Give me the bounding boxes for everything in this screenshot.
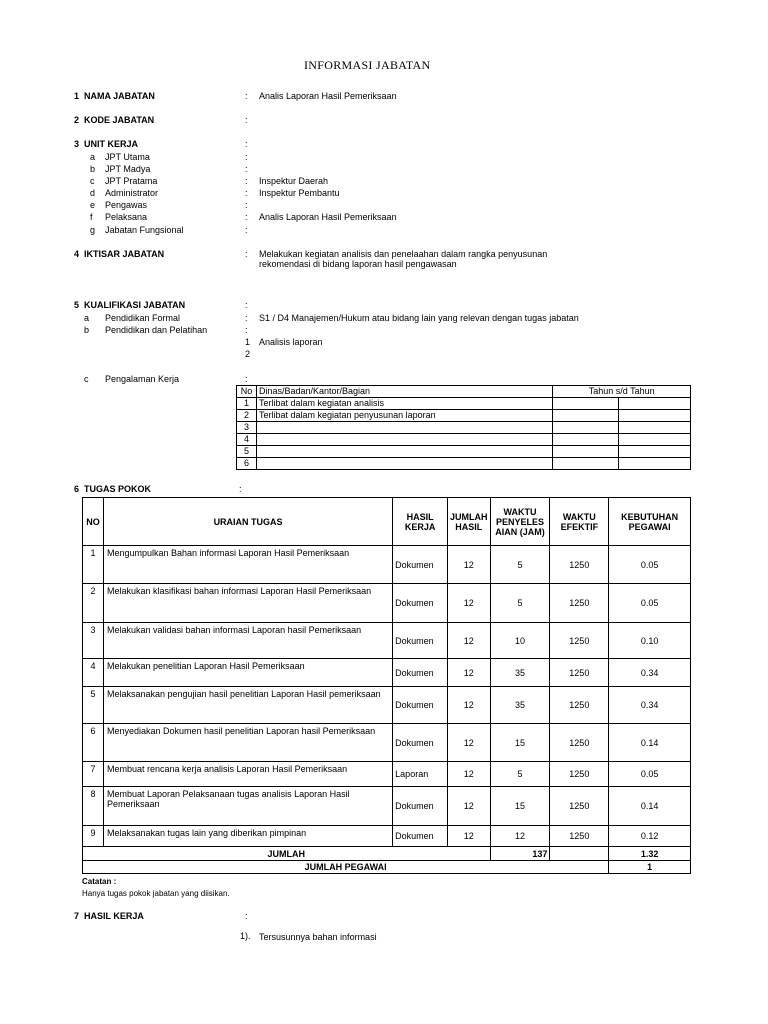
jumlah-label: JUMLAH: [83, 847, 491, 861]
unit-label: Administrator: [105, 188, 159, 198]
header-uraian: URAIAN TUGAS: [103, 498, 392, 546]
row-efektif: 1250: [550, 659, 609, 687]
row-waktu: 35: [490, 687, 550, 724]
row-kebutuhan: 0.14: [609, 787, 691, 826]
unit-label: JPT Pratama: [105, 176, 158, 186]
row-uraian: Membuat Laporan Pelaksanaan tugas analisis Laporan Hasil Pemeriksaan: [103, 787, 392, 826]
row-text: Terlibat dalam kegiatan penyusunan laporan: [256, 410, 552, 422]
diklat-number: 1: [245, 337, 251, 347]
row-waktu: 10: [490, 623, 550, 659]
row-no: 3: [83, 623, 104, 659]
row-no: 6: [237, 458, 257, 470]
row-efektif: 1250: [550, 687, 609, 724]
unit-letter: d: [90, 188, 96, 198]
row-jumlah: 12: [448, 623, 491, 659]
table-row: [83, 687, 691, 724]
unit-label: JPT Utama: [105, 152, 150, 162]
colon: :: [239, 484, 242, 494]
kualifikasi-letter: a: [84, 313, 90, 323]
pengalaman-label: Pengalaman Kerja: [105, 374, 180, 384]
row-kebutuhan: 0.10: [609, 623, 691, 659]
row-hasil: Dokumen: [393, 724, 448, 762]
row-kebutuhan: 0.05: [609, 546, 691, 584]
tugas-pokok-table: [82, 497, 691, 874]
header-no: NO: [83, 498, 104, 546]
table-row: [237, 422, 691, 434]
row-no: 1: [237, 398, 257, 410]
diklat-label: Pendidikan dan Pelatihan: [105, 325, 208, 335]
kualifikasi-letter: c: [84, 374, 89, 384]
table-row: [237, 434, 691, 446]
jumlah-pegawai-value: 1: [609, 861, 691, 874]
row-no: 6: [83, 724, 104, 762]
experience-table: [236, 385, 691, 470]
header-tahun: Tahun s/d Tahun: [553, 386, 691, 398]
row-no: 4: [237, 434, 257, 446]
section-4-label: IKTISAR JABATAN: [84, 249, 165, 259]
unit-label: Pelaksana: [105, 212, 148, 222]
row-no: 2: [83, 584, 104, 623]
table-row: [83, 724, 691, 762]
unit-letter: g: [90, 225, 96, 235]
cell-empty: [553, 434, 619, 446]
section-6-number: 6: [74, 484, 80, 494]
colon: :: [245, 325, 248, 335]
section-6-label: TUGAS POKOK: [84, 484, 152, 494]
row-jumlah: 12: [448, 584, 491, 623]
row-text: [256, 422, 552, 434]
row-no: 5: [83, 687, 104, 724]
colon: :: [245, 139, 248, 149]
header-no: No: [237, 386, 257, 398]
unit-letter: c: [90, 176, 95, 186]
iktisar-line-2: rekomendasi di bidang laporan hasil pengawasan: [259, 259, 457, 269]
row-jumlah: 12: [448, 546, 491, 584]
row-waktu: 5: [490, 584, 550, 623]
table-header-row: [83, 498, 691, 546]
unit-value: Analis Laporan Hasil Pemeriksaan: [259, 212, 397, 222]
row-uraian: Melakukan validasi bahan informasi Laporan hasil Pemeriksaan: [103, 623, 392, 659]
page-title: INFORMASI JABATAN: [304, 58, 431, 72]
cell-empty: [553, 410, 619, 422]
unit-label: JPT Madya: [105, 164, 151, 174]
section-7-label: HASIL KERJA: [84, 911, 144, 921]
colon: :: [245, 188, 248, 198]
header-dinas: Dinas/Badan/Kantor/Bagian: [256, 386, 552, 398]
row-text: [256, 446, 552, 458]
cell-empty: [619, 434, 691, 446]
unit-letter: a: [90, 152, 96, 162]
jumlah-pegawai-row: [83, 861, 691, 874]
section-1-number: 1: [74, 91, 80, 101]
row-kebutuhan: 0.05: [609, 584, 691, 623]
row-waktu: 12: [490, 826, 550, 847]
row-no: 3: [237, 422, 257, 434]
kualifikasi-letter: b: [84, 325, 90, 335]
colon: :: [245, 313, 248, 323]
cell-empty: [553, 398, 619, 410]
row-waktu: 15: [490, 724, 550, 762]
row-uraian: Membuat rencana kerja analisis Laporan Hasil Pemeriksaan: [103, 762, 392, 787]
section-2-label: KODE JABATAN: [84, 115, 155, 125]
cell-empty: [619, 422, 691, 434]
row-uraian: Melaksanakan pengujian hasil penelitian Laporan Hasil pemeriksaan: [103, 687, 392, 724]
table-row: [237, 458, 691, 470]
colon: :: [245, 225, 248, 235]
row-jumlah: 12: [448, 687, 491, 724]
section-2-number: 2: [74, 115, 80, 125]
row-waktu: 15: [490, 787, 550, 826]
row-waktu: 5: [490, 546, 550, 584]
table-row: [83, 546, 691, 584]
row-text: [256, 458, 552, 470]
row-waktu: 35: [490, 659, 550, 687]
row-efektif: 1250: [550, 826, 609, 847]
jumlah-kebutuhan: 1.32: [609, 847, 691, 861]
cell-empty: [553, 446, 619, 458]
table-row: [83, 826, 691, 847]
row-text: Terlibat dalam kegiatan analisis: [256, 398, 552, 410]
unit-value: Inspektur Daerah: [259, 176, 329, 186]
colon: :: [245, 115, 248, 125]
row-kebutuhan: 0.14: [609, 724, 691, 762]
row-jumlah: 12: [448, 659, 491, 687]
table-row: [237, 410, 691, 422]
section-4-number: 4: [74, 249, 80, 259]
row-efektif: 1250: [550, 546, 609, 584]
table-row: [83, 584, 691, 623]
unit-letter: e: [90, 200, 96, 210]
row-jumlah: 12: [448, 826, 491, 847]
row-efektif: 1250: [550, 623, 609, 659]
diklat-number: 2: [245, 349, 251, 359]
hasil-kerja-number: 1).: [240, 931, 251, 941]
header-kebutuhan: KEBUTUHAN PEGAWAI: [609, 498, 691, 546]
catatan-label: Catatan :: [82, 877, 117, 886]
colon: :: [245, 176, 248, 186]
colon: :: [245, 152, 248, 162]
row-efektif: 1250: [550, 787, 609, 826]
cell-empty: [619, 410, 691, 422]
colon: :: [245, 200, 248, 210]
cell-empty: [619, 398, 691, 410]
table-row: [83, 659, 691, 687]
colon: :: [245, 91, 248, 101]
header-waktu: WAKTU PENYELES AIAN (JAM): [490, 498, 550, 546]
row-hasil: Dokumen: [393, 623, 448, 659]
row-hasil: Dokumen: [393, 546, 448, 584]
colon: :: [245, 212, 248, 222]
row-hasil: Dokumen: [393, 826, 448, 847]
unit-letter: f: [90, 212, 93, 222]
table-header-row: [237, 386, 691, 398]
row-uraian: Melaksanakan tugas lain yang diberikan pimpinan: [103, 826, 392, 847]
catatan-text: Hanya tugas pokok jabatan yang diisikan.: [82, 889, 230, 898]
row-hasil: Dokumen: [393, 584, 448, 623]
cell-empty: [619, 446, 691, 458]
row-hasil: Dokumen: [393, 687, 448, 724]
pendidikan-formal-label: Pendidikan Formal: [105, 313, 181, 323]
row-jumlah: 12: [448, 787, 491, 826]
row-hasil: Dokumen: [393, 787, 448, 826]
colon: :: [245, 300, 248, 310]
section-3-number: 3: [74, 139, 80, 149]
row-uraian: Melakukan klasifikasi bahan informasi Laporan Hasil Pemeriksaan: [103, 584, 392, 623]
table-row: [83, 762, 691, 787]
row-no: 9: [83, 826, 104, 847]
colon: :: [245, 911, 248, 921]
cell-empty: [619, 458, 691, 470]
table-row: [237, 398, 691, 410]
section-5-label: KUALIFIKASI JABATAN: [84, 300, 186, 310]
section-1-value: Analis Laporan Hasil Pemeriksaan: [259, 91, 397, 101]
table-row: [237, 446, 691, 458]
cell-empty: [553, 458, 619, 470]
diklat-item: Analisis laporan: [259, 337, 323, 347]
unit-letter: b: [90, 164, 96, 174]
colon: :: [245, 164, 248, 174]
table-row: [83, 623, 691, 659]
row-hasil: Dokumen: [393, 659, 448, 687]
unit-label: Jabatan Fungsional: [105, 225, 184, 235]
row-no: 4: [83, 659, 104, 687]
iktisar-line-1: Melakukan kegiatan analisis dan penelaahan dalam rangka penyusunan: [259, 249, 548, 259]
row-jumlah: 12: [448, 762, 491, 787]
cell-empty: [550, 847, 609, 861]
table-row: [83, 787, 691, 826]
row-no: 5: [237, 446, 257, 458]
row-no: 8: [83, 787, 104, 826]
section-1-label: NAMA JABATAN: [84, 91, 155, 101]
row-kebutuhan: 0.34: [609, 687, 691, 724]
row-efektif: 1250: [550, 584, 609, 623]
header-jumlah: JUMLAH HASIL: [448, 498, 491, 546]
row-kebutuhan: 0.05: [609, 762, 691, 787]
row-uraian: Melakukan penelitian Laporan Hasil Pemeriksaan: [103, 659, 392, 687]
unit-label: Pengawas: [105, 200, 148, 210]
row-no: 7: [83, 762, 104, 787]
unit-value: Inspektur Pembantu: [259, 188, 340, 198]
section-3-label: UNIT KERJA: [84, 139, 139, 149]
row-hasil: Laporan: [393, 762, 448, 787]
row-no: 2: [237, 410, 257, 422]
row-text: [256, 434, 552, 446]
row-kebutuhan: 0.12: [609, 826, 691, 847]
jumlah-pegawai-label: JUMLAH PEGAWAI: [83, 861, 609, 874]
row-waktu: 5: [490, 762, 550, 787]
row-uraian: Mengumpulkan Bahan informasi Laporan Hasil Pemeriksaan: [103, 546, 392, 584]
row-kebutuhan: 0.34: [609, 659, 691, 687]
row-jumlah: 12: [448, 724, 491, 762]
section-5-number: 5: [74, 300, 80, 310]
row-uraian: Menyediakan Dokumen hasil penelitian Laporan hasil Pemeriksaan: [103, 724, 392, 762]
row-no: 1: [83, 546, 104, 584]
colon: :: [245, 249, 248, 259]
row-efektif: 1250: [550, 762, 609, 787]
row-efektif: 1250: [550, 724, 609, 762]
cell-empty: [553, 422, 619, 434]
jumlah-row: [83, 847, 691, 861]
hasil-kerja-item: Tersusunnya bahan informasi: [259, 932, 377, 942]
header-efektif: WAKTU EFEKTIF: [550, 498, 609, 546]
header-hasil: HASIL KERJA: [393, 498, 448, 546]
section-7-number: 7: [74, 911, 80, 921]
jumlah-waktu: 137: [490, 847, 550, 861]
pendidikan-formal-value: S1 / D4 Manajemen/Hukum atau bidang lain yang relevan dengan tugas jabatan: [259, 313, 579, 323]
colon: :: [245, 374, 248, 384]
